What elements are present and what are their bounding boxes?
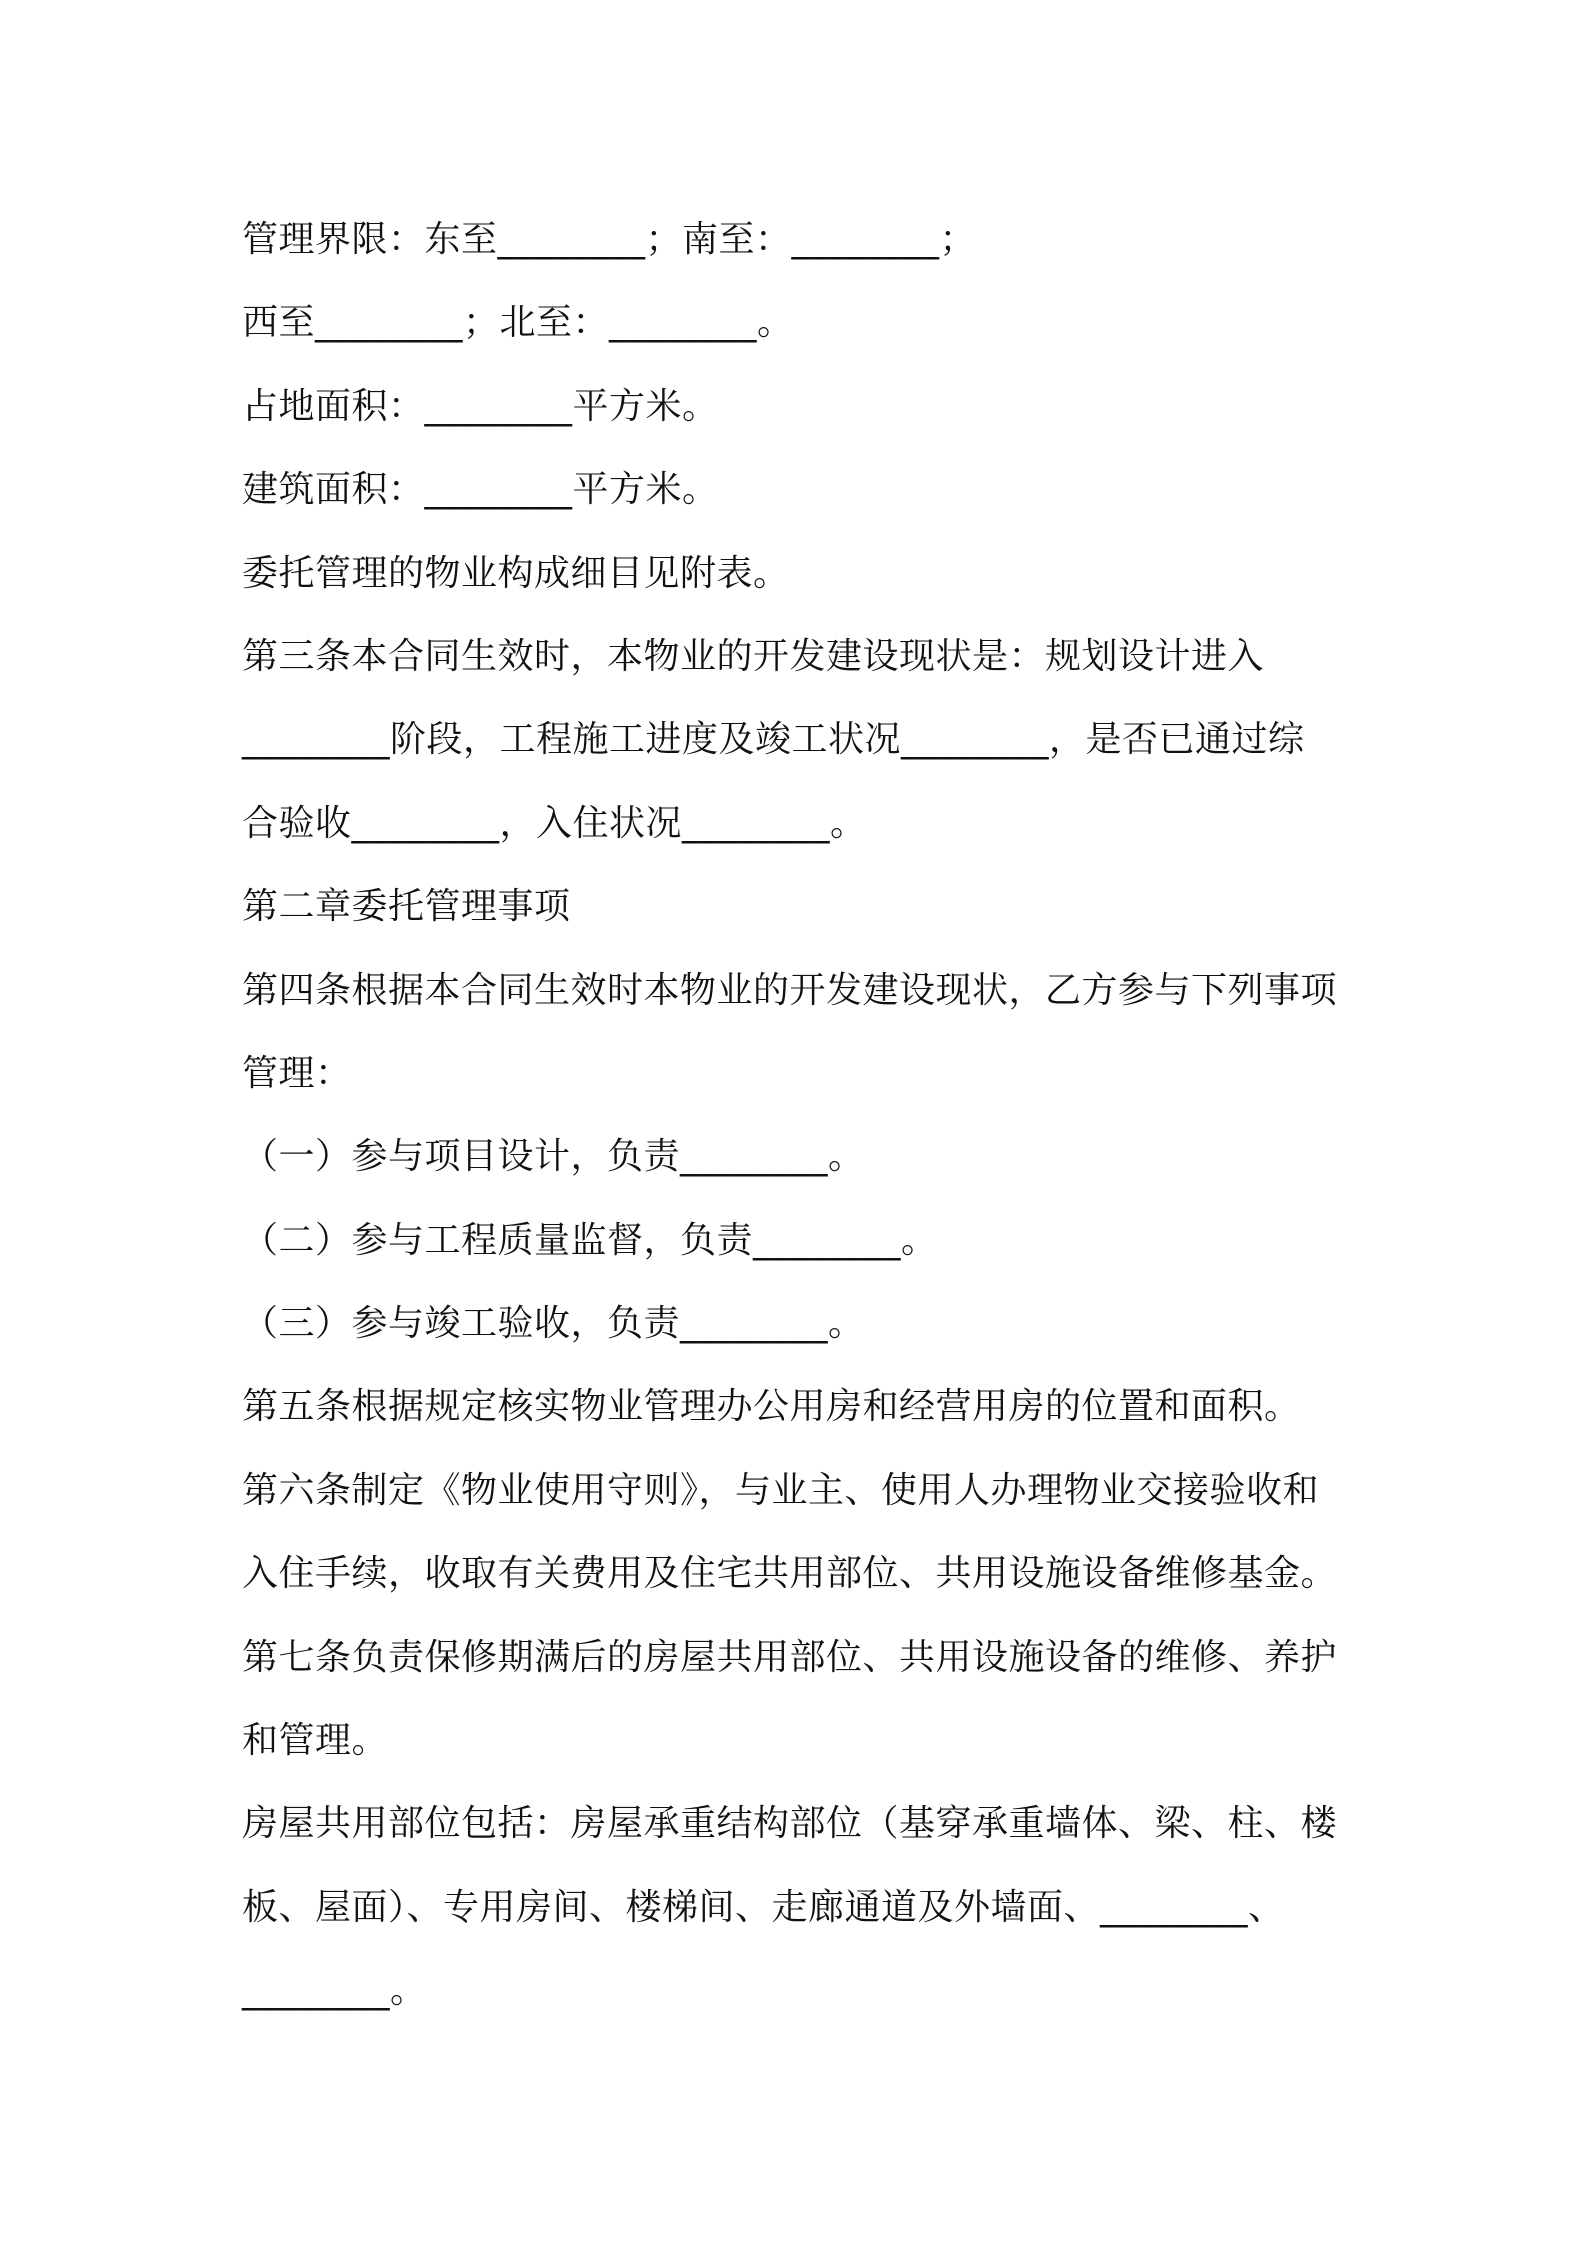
text-line-land-area: 占地面积：________平方米。 <box>242 385 719 427</box>
list-item-1: （一）参与项目设计，负责________。 <box>242 1136 865 1178</box>
text-line-article-7-cont: 和管理。 <box>242 1720 389 1762</box>
text-line-article-5: 第五条根据规定核实物业管理办公用房和经营用房的位置和面积。 <box>242 1386 1301 1428</box>
text-line-article-3-cont-1: ________阶段，工程施工进度及竣工状况________，是否已通过综 <box>242 719 1305 761</box>
text-line-article-6-cont: 入住手续，收取有关费用及住宅共用部位、共用设施设备维修基金。 <box>242 1553 1338 1595</box>
text-line-article-3-cont-2: 合验收________，入住状况________。 <box>242 802 867 844</box>
text-line-common-parts-cont-1: 板、屋面）、专用房间、楼梯间、走廊通道及外墙面、________、 <box>242 1886 1285 1928</box>
text-line-property-details: 委托管理的物业构成细目见附表。 <box>242 552 790 594</box>
text-line-article-4-cont: 管理： <box>242 1052 352 1094</box>
text-line-common-parts: 房屋共用部位包括：房屋承重结构部位（基穿承重墙体、梁、柱、楼 <box>242 1803 1338 1845</box>
text-line-common-parts-cont-2: ________。 <box>242 1970 427 2012</box>
list-item-3: （三）参与竣工验收，负责________。 <box>242 1303 865 1345</box>
document-body <box>242 198 1362 2033</box>
text-line-article-3: 第三条本合同生效时，本物业的开发建设现状是：规划设计进入 <box>242 635 1265 677</box>
list-item-2: （二）参与工程质量监督，负责________。 <box>242 1219 938 1261</box>
text-line-article-7: 第七条负责保修期满后的房屋共用部位、共用设施设备的维修、养护 <box>242 1636 1338 1678</box>
text-line-article-6: 第六条制定《物业使用守则》，与业主、使用人办理物业交接验收和 <box>242 1469 1320 1511</box>
text-line-building-area: 建筑面积：________平方米。 <box>242 469 719 511</box>
chapter-heading: 第二章委托管理事项 <box>242 886 571 928</box>
text-line-article-4: 第四条根据本合同生效时本物业的开发建设现状，乙方参与下列事项 <box>242 969 1338 1011</box>
text-line-boundaries-east-south: 管理界限：东至________；南至：________； <box>242 219 977 260</box>
text-line-boundaries-west-north: 西至________；北至：________。 <box>242 302 794 344</box>
